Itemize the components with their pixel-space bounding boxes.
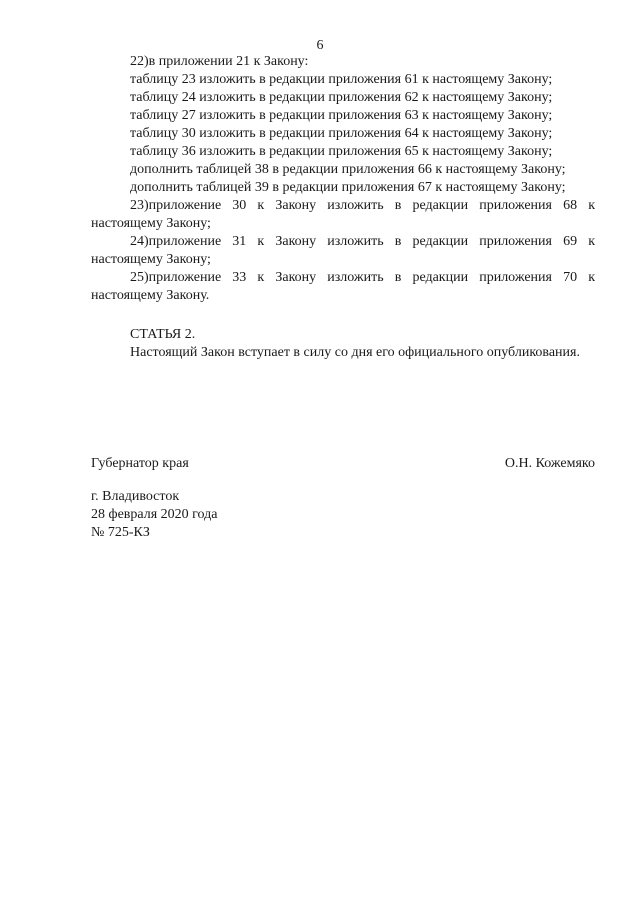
article-text: Настоящий Закон вступает в силу со дня его официального опубликования. — [130, 345, 580, 360]
list-item: дополнить таблицей 38 в редакции приложения 66 к настоящему Закону; — [130, 162, 566, 177]
list-item: таблицу 24 изложить в редакции приложения 62 к настоящему Закону; — [130, 90, 553, 105]
signatory-name: О.Н. Кожемяко — [504, 456, 595, 471]
list-item: 24)приложение 31 к Закону изложить в редакции приложения 69 к настоящему Закону; — [91, 234, 595, 267]
document-footer — [91, 488, 391, 542]
list-item: таблицу 23 изложить в редакции приложения 61 к настоящему Закону; — [130, 72, 553, 87]
amendments-list — [91, 53, 595, 362]
signatory-title: Губернатор края — [91, 456, 189, 471]
list-item: дополнить таблицей 39 в редакции приложения 67 к настоящему Закону; — [130, 180, 566, 195]
list-item: таблицу 30 изложить в редакции приложения 64 к настоящему Закону; — [130, 126, 553, 141]
article-title: СТАТЬЯ 2. — [130, 327, 196, 342]
list-item: 23)приложение 30 к Закону изложить в редакции приложения 68 к настоящему Закону; — [91, 198, 595, 231]
list-item: таблицу 27 изложить в редакции приложения 63 к настоящему Закону; — [130, 108, 553, 123]
list-item: 25)приложение 33 к Закону изложить в редакции приложения 70 к настоящему Закону. — [91, 270, 595, 303]
date: 28 февраля 2020 года — [91, 507, 218, 522]
city: г. Владивосток — [91, 489, 180, 504]
list-item: таблицу 36 изложить в редакции приложения 65 к настоящему Закону; — [130, 144, 553, 159]
law-number: № 725-КЗ — [91, 525, 150, 540]
list-item: 22)в приложении 21 к Закону: — [130, 54, 309, 69]
signature-block — [91, 455, 595, 473]
page-number: 6 — [316, 38, 324, 53]
